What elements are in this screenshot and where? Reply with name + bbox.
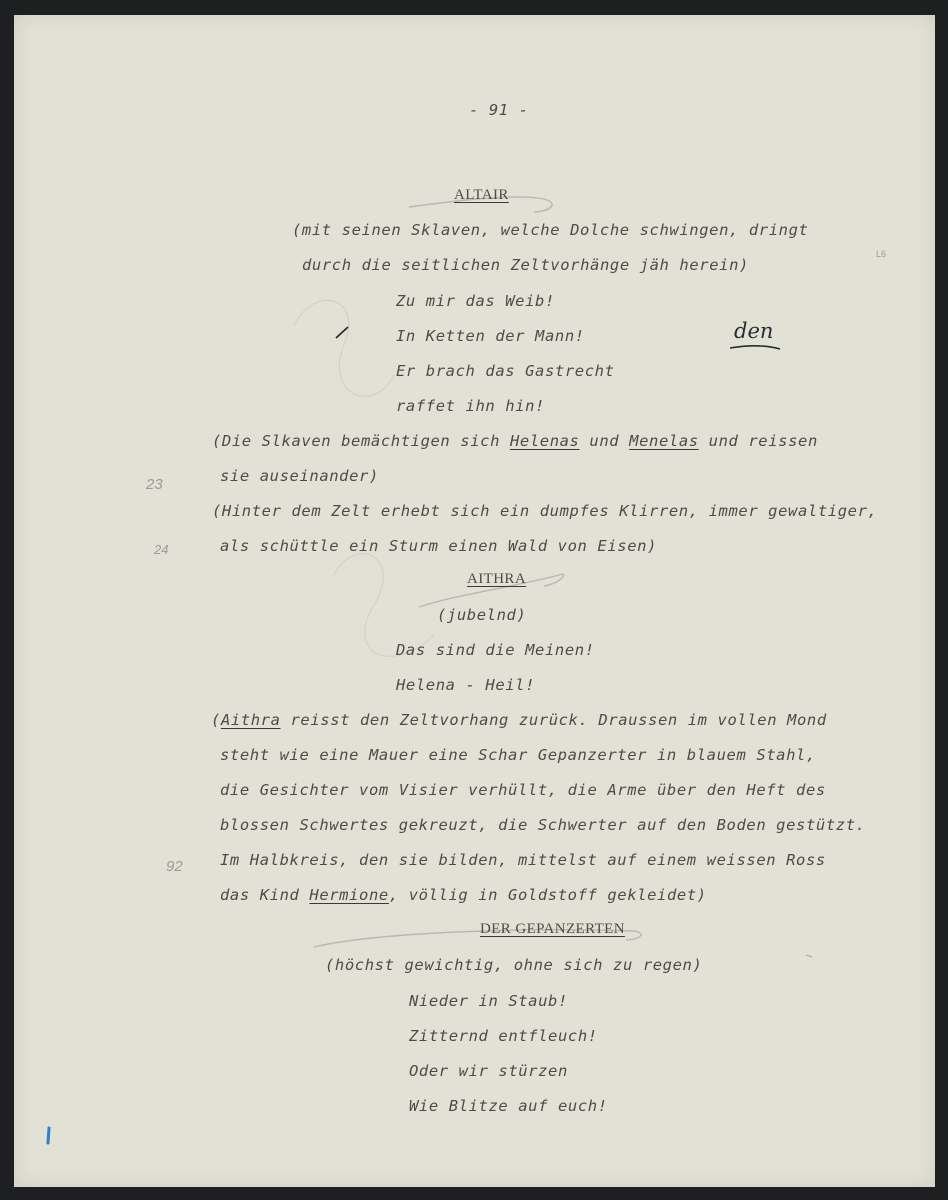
handwriting-underline [14,15,935,1187]
stage-direction-line: blossen Schwertes gekreuzt, die Schwerter auf den Boden gestützt. [220,816,866,834]
verse-line: raffet ihn hin! [396,397,545,415]
stage-direction-line: die Gesichter vom Visier verhüllt, die Arme über den Heft des [220,781,826,799]
character-menelas: Menelas [629,432,699,450]
speaker-altair: ALTAIR [454,187,509,203]
character-helenas: Helenas [509,432,580,450]
handwritten-correction: den [734,319,774,343]
text-segment: , völlig in Goldstoff gekleidet) [388,886,707,904]
stage-direction-line: durch die seitlichen Zeltvorhänge jäh herein) [302,256,749,274]
pencil-note: L6 [876,249,887,259]
verse-line: Wie Blitze auf euch! [409,1097,608,1115]
margin-number: 24 [154,542,169,557]
stage-direction-line: (Hinter dem Zelt erhebt sich ein dumpfes Klirren, immer gewaltiger, [212,502,878,520]
stage-direction-line: (höchst gewichtig, ohne sich zu regen) [325,956,703,974]
text-segment: und [579,432,630,450]
speaker-der-gepanzerten: DER GEPANZERTEN [480,921,625,937]
verse-line: Zitternd entfleuch! [409,1027,598,1045]
document-page [14,15,935,1187]
margin-number: 92 [166,858,183,875]
text-segment: das Kind [220,886,310,904]
stage-direction-line: sie auseinander) [220,467,379,485]
verse-line: In Ketten der Mann! [396,327,585,345]
stage-direction-line: Im Halbkreis, den sie bilden, mittelst auf einem weissen Ross [220,851,826,869]
stage-direction-line: steht wie eine Mauer eine Schar Gepanzerter in blauem Stahl, [220,746,816,764]
text-segment: ( [211,711,221,729]
verse-line: Zu mir das Weib! [396,292,555,310]
verse-line: Nieder in Staub! [409,992,568,1010]
stage-direction-line: (jubelnd) [437,606,527,624]
character-hermione: Hermione [309,886,389,904]
speaker-aithra: AITHRA [467,571,527,587]
margin-number: 23 [146,476,163,493]
page-number: - 91 - [469,101,529,119]
verse-line: Oder wir stürzen [409,1062,568,1080]
stage-direction-line: (mit seinen Sklaven, welche Dolche schwingen, dringt [292,221,809,239]
text-segment: (Die Slkaven bemächtigen sich [212,432,510,450]
verse-line: Er brach das Gastrecht [396,362,615,380]
verse-line: Das sind die Meinen! [396,641,595,659]
text-segment: und reissen [698,432,818,450]
verse-line: Helena - Heil! [396,676,536,694]
stage-direction-line: als schüttle ein Sturm einen Wald von Eisen) [220,537,657,555]
character-aithra: Aithra [220,711,281,729]
text-segment: reisst den Zeltvorhang zurück. Draussen im vollen Mond [280,711,827,729]
